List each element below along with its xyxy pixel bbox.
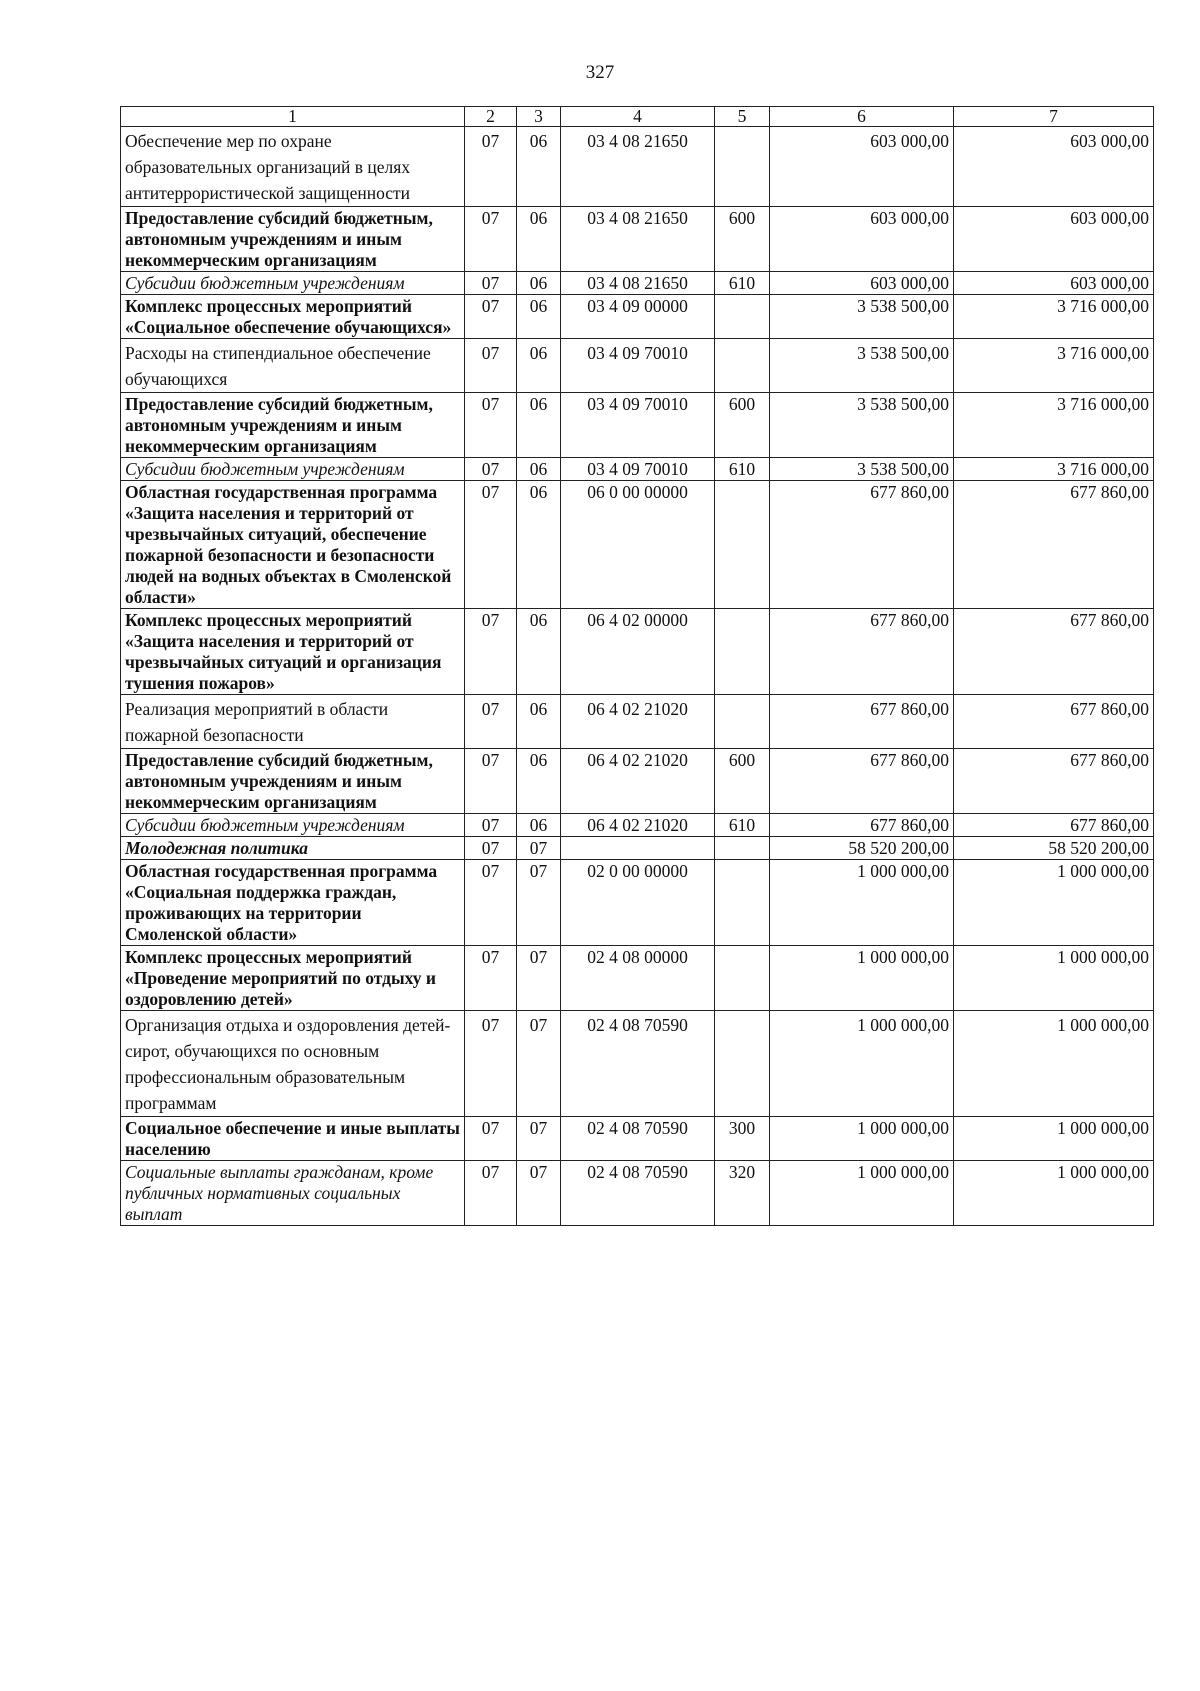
table-row [121,695,1154,749]
table-row [121,1161,1154,1226]
col-header-6: 6 [770,107,954,127]
row-section-code: 07 [465,207,517,272]
row-expense-type [715,481,770,609]
row-amount-year1: 603 000,00 [770,127,954,207]
row-name: Расходы на стипендиальное обеспечение обучающихся [121,339,465,393]
row-target-article: 03 4 08 21650 [561,127,715,207]
row-name: Комплекс процессных мероприятий «Защита населения и территорий от чрезвычайных ситуаций и организация тушения пожаров» [121,609,465,695]
row-amount-year1: 677 860,00 [770,695,954,749]
row-amount-year1: 677 860,00 [770,609,954,695]
row-amount-year1: 1 000 000,00 [770,1117,954,1161]
row-expense-type [715,127,770,207]
row-name: Молодежная политика [121,837,465,860]
table-row [121,393,1154,458]
row-amount-year1: 603 000,00 [770,272,954,295]
row-target-article: 02 4 08 70590 [561,1011,715,1117]
row-section-code: 07 [465,749,517,814]
row-amount-year2: 3 716 000,00 [954,458,1154,481]
row-amount-year1: 3 538 500,00 [770,339,954,393]
row-name: Социальные выплаты гражданам, кроме публичных нормативных социальных выплат [121,1161,465,1226]
row-subsection-code: 07 [517,860,561,946]
row-expense-type: 300 [715,1117,770,1161]
col-header-7: 7 [954,107,1154,127]
row-subsection-code: 07 [517,1161,561,1226]
row-section-code: 07 [465,814,517,837]
row-expense-type [715,946,770,1011]
row-section-code: 07 [465,837,517,860]
row-amount-year2: 677 860,00 [954,481,1154,609]
row-amount-year2: 3 716 000,00 [954,393,1154,458]
row-amount-year2: 1 000 000,00 [954,860,1154,946]
table-row [121,814,1154,837]
table-row [121,860,1154,946]
table-row [121,272,1154,295]
col-header-1: 1 [121,107,465,127]
row-amount-year2: 58 520 200,00 [954,837,1154,860]
row-target-article: 03 4 08 21650 [561,207,715,272]
row-name: Субсидии бюджетным учреждениям [121,458,465,481]
row-subsection-code: 06 [517,814,561,837]
row-section-code: 07 [465,127,517,207]
page-number: 327 [585,62,615,83]
table-row [121,295,1154,339]
row-amount-year2: 3 716 000,00 [954,339,1154,393]
row-amount-year1: 677 860,00 [770,481,954,609]
row-name: Предоставление субсидий бюджетным, автономным учреждениям и иным некоммерческим организациям [121,749,465,814]
row-subsection-code: 07 [517,946,561,1011]
row-expense-type [715,339,770,393]
row-subsection-code: 06 [517,458,561,481]
row-target-article: 06 0 00 00000 [561,481,715,609]
row-subsection-code: 06 [517,393,561,458]
table-row [121,458,1154,481]
row-section-code: 07 [465,393,517,458]
row-subsection-code: 06 [517,749,561,814]
row-target-article: 06 4 02 21020 [561,814,715,837]
row-expense-type [715,295,770,339]
row-subsection-code: 06 [517,339,561,393]
row-name: Областная государственная программа «Защита населения и территорий от чрезвычайных ситуаций, обеспечение пожарной безопасности и безопасности людей на водных объектах в Смоленской области» [121,481,465,609]
row-name: Комплекс процессных мероприятий «Социальное обеспечение обучающихся» [121,295,465,339]
row-section-code: 07 [465,1117,517,1161]
row-subsection-code: 06 [517,609,561,695]
table-row [121,609,1154,695]
row-target-article: 03 4 09 70010 [561,458,715,481]
row-amount-year2: 3 716 000,00 [954,295,1154,339]
col-header-4: 4 [561,107,715,127]
row-target-article: 06 4 02 21020 [561,749,715,814]
row-name: Областная государственная программа «Социальная поддержка граждан, проживающих на территории Смоленской области» [121,860,465,946]
row-subsection-code: 07 [517,837,561,860]
row-subsection-code: 07 [517,1011,561,1117]
row-expense-type: 600 [715,207,770,272]
row-expense-type [715,837,770,860]
row-expense-type: 320 [715,1161,770,1226]
table-row [121,946,1154,1011]
table-row [121,837,1154,860]
row-amount-year1: 603 000,00 [770,207,954,272]
row-amount-year2: 603 000,00 [954,272,1154,295]
row-target-article: 03 4 09 00000 [561,295,715,339]
header-row [121,107,1154,127]
row-section-code: 07 [465,272,517,295]
row-expense-type: 600 [715,749,770,814]
row-section-code: 07 [465,339,517,393]
col-header-2: 2 [465,107,517,127]
row-subsection-code: 06 [517,695,561,749]
row-target-article: 06 4 02 00000 [561,609,715,695]
row-name: Субсидии бюджетным учреждениям [121,814,465,837]
row-target-article: 03 4 08 21650 [561,272,715,295]
row-section-code: 07 [465,1161,517,1226]
row-name: Обеспечение мер по охране образовательных организаций в целях антитеррористической защищенности [121,127,465,207]
table-row [121,127,1154,207]
row-subsection-code: 06 [517,207,561,272]
row-expense-type [715,1011,770,1117]
row-section-code: 07 [465,609,517,695]
col-header-5: 5 [715,107,770,127]
table-row [121,481,1154,609]
row-amount-year1: 1 000 000,00 [770,1011,954,1117]
row-subsection-code: 07 [517,1117,561,1161]
row-subsection-code: 06 [517,295,561,339]
row-expense-type: 600 [715,393,770,458]
row-amount-year1: 677 860,00 [770,749,954,814]
row-target-article: 02 4 08 00000 [561,946,715,1011]
row-amount-year2: 677 860,00 [954,814,1154,837]
row-target-article: 02 4 08 70590 [561,1117,715,1161]
row-amount-year2: 603 000,00 [954,127,1154,207]
row-target-article: 02 0 00 00000 [561,860,715,946]
row-section-code: 07 [465,458,517,481]
row-expense-type: 610 [715,458,770,481]
row-name: Предоставление субсидий бюджетным, автономным учреждениям и иным некоммерческим организациям [121,207,465,272]
budget-table [120,106,1154,1226]
row-name: Организация отдыха и оздоровления детей-сирот, обучающихся по основным профессиональным образовательным программам [121,1011,465,1117]
row-name: Предоставление субсидий бюджетным, автономным учреждениям и иным некоммерческим организациям [121,393,465,458]
row-section-code: 07 [465,1011,517,1117]
row-expense-type: 610 [715,272,770,295]
row-amount-year2: 1 000 000,00 [954,946,1154,1011]
row-name: Комплекс процессных мероприятий «Проведение мероприятий по отдыху и оздоровлению детей» [121,946,465,1011]
table-row [121,1117,1154,1161]
row-section-code: 07 [465,295,517,339]
table-row [121,1011,1154,1117]
row-name: Реализация мероприятий в области пожарной безопасности [121,695,465,749]
row-subsection-code: 06 [517,127,561,207]
row-section-code: 07 [465,481,517,609]
row-amount-year2: 1 000 000,00 [954,1161,1154,1226]
row-amount-year1: 1 000 000,00 [770,1161,954,1226]
row-expense-type [715,695,770,749]
row-section-code: 07 [465,695,517,749]
row-subsection-code: 06 [517,272,561,295]
row-amount-year2: 677 860,00 [954,609,1154,695]
row-expense-type [715,860,770,946]
row-target-article: 03 4 09 70010 [561,393,715,458]
row-target-article: 02 4 08 70590 [561,1161,715,1226]
row-name: Социальное обеспечение и иные выплаты населению [121,1117,465,1161]
table-row [121,207,1154,272]
row-target-article: 06 4 02 21020 [561,695,715,749]
row-amount-year1: 3 538 500,00 [770,458,954,481]
row-amount-year1: 3 538 500,00 [770,393,954,458]
row-expense-type: 610 [715,814,770,837]
row-amount-year1: 1 000 000,00 [770,860,954,946]
row-amount-year2: 1 000 000,00 [954,1011,1154,1117]
row-section-code: 07 [465,860,517,946]
row-amount-year1: 1 000 000,00 [770,946,954,1011]
row-amount-year2: 677 860,00 [954,695,1154,749]
row-name: Субсидии бюджетным учреждениям [121,272,465,295]
row-subsection-code: 06 [517,481,561,609]
row-amount-year1: 58 520 200,00 [770,837,954,860]
col-header-3: 3 [517,107,561,127]
table-row [121,339,1154,393]
row-target-article: 03 4 09 70010 [561,339,715,393]
row-amount-year2: 1 000 000,00 [954,1117,1154,1161]
row-amount-year1: 3 538 500,00 [770,295,954,339]
row-amount-year1: 677 860,00 [770,814,954,837]
row-section-code: 07 [465,946,517,1011]
row-amount-year2: 677 860,00 [954,749,1154,814]
table-row [121,749,1154,814]
row-expense-type [715,609,770,695]
row-target-article [561,837,715,860]
row-amount-year2: 603 000,00 [954,207,1154,272]
